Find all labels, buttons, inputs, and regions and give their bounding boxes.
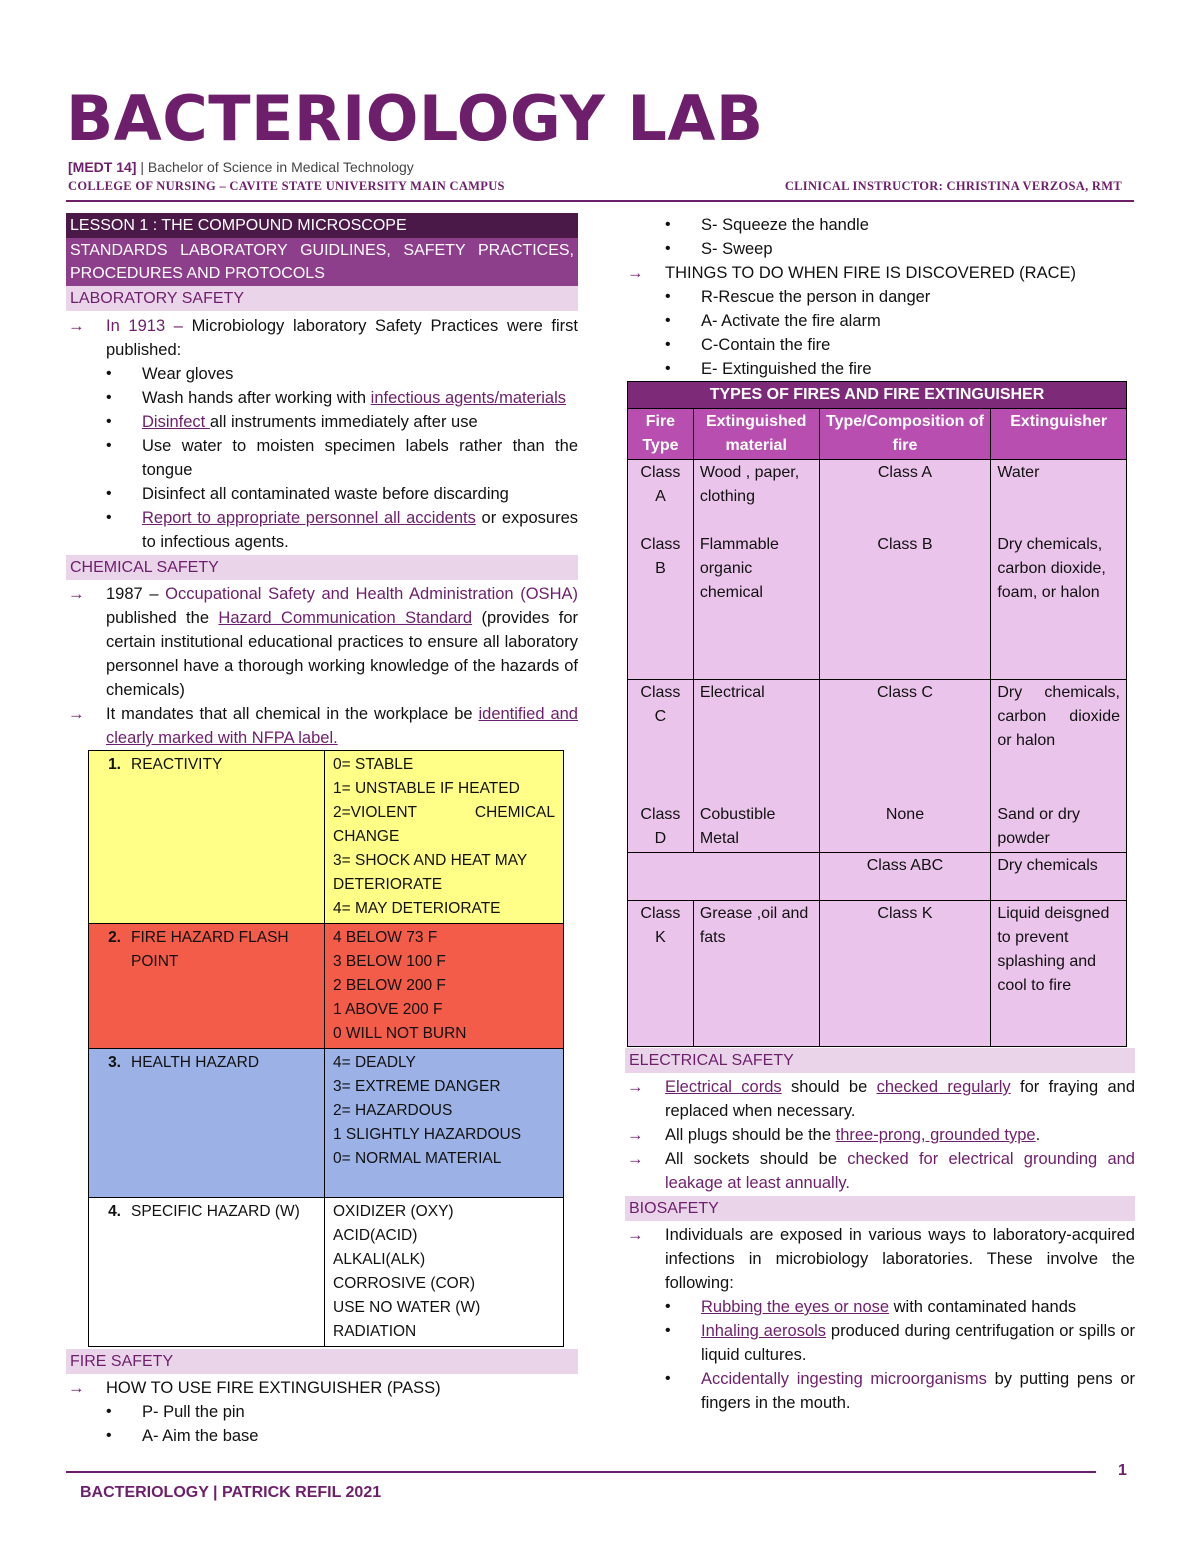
list-item [66,386,578,410]
list-item [625,333,1135,357]
item-text: produced during centrifugation or spills or liquid cultures. [701,1322,1136,1364]
class-a: Class A [640,464,681,505]
material-a: Wood , paper, clothing [699,464,800,505]
item-emphasis: Report to appropriate personnel all accidents [142,509,476,527]
material-k: Grease ,oil and fats [693,901,819,1047]
item-text: for fraying and replaced when necessary. [665,1078,1135,1120]
class-k: Class K [628,901,694,1047]
item-text: All plugs should be the [665,1126,836,1144]
fire-class-cell [628,680,694,853]
hazard-values-cell [325,751,564,924]
item-emphasis: Occupational Safety and Health Administration (OSHA) [165,585,578,603]
col-header: Extinguisher [991,409,1127,460]
health-hazard-row [89,1049,564,1198]
composition-c: Class C [876,684,933,701]
class-c: Class C [640,684,681,725]
composition-d: None [885,806,925,823]
hazard-value: 3 BELOW 100 F [333,953,446,970]
list-item [625,1319,1135,1367]
chemical-safety-heading: CHEMICAL SAFETY [66,555,578,580]
item-text: . [1035,1126,1041,1144]
item-emphasis: Electrical cords [665,1078,782,1096]
program-name: | Bachelor of Science in Medical Technology [140,159,414,175]
list-item [66,1424,578,1448]
hazard-value: 0 WILL NOT BURN [333,1025,467,1042]
hazard-label-cell [89,751,325,924]
document-title: BACTERIOLOGY LAB [66,82,764,155]
composition-abc: Class ABC [819,853,991,901]
item-text: by putting pens or fingers in the mouth. [701,1370,1135,1412]
item-text: S- Sweep [701,240,773,258]
item-emphasis: identified and clearly marked with NFPA label. [106,705,578,747]
right-column [625,213,1135,1415]
lab-safety-heading: LABORATORY SAFETY [66,286,578,311]
list-item [625,1295,1135,1319]
fire-safety-heading: FIRE SAFETY [66,1349,578,1374]
specific-hazard-row [89,1198,564,1347]
arrow-icon: → [627,1226,644,1244]
arrow-icon: → [627,264,644,282]
standards-heading: STANDARDS LABORATORY GUIDLINES, SAFETY PRACTICES, PROCEDURES AND PROTOCOLS [66,238,578,286]
arrow-icon: → [68,1379,85,1397]
item-text: All sockets should be [665,1150,848,1168]
list-item [66,362,578,386]
item-text: or exposures to infectious agents. [142,509,578,551]
hazard-value: 2= HAZARDOUS [333,1102,453,1119]
item-text: R-Rescue the person in danger [701,288,931,306]
footer-divider [66,1471,1096,1473]
material-c: Electrical [699,684,765,701]
hazard-label: SPECIFIC HAZARD (W) [131,1203,300,1220]
item-text: A- Aim the base [142,1427,259,1445]
left-column [66,213,578,1448]
item-text: Wear gloves [142,365,234,383]
item-text: Wash hands after working with [142,389,371,407]
list-item [625,357,1135,381]
item-text: should be [781,1078,877,1096]
hazard-value: 0= STABLE [333,756,414,773]
blank-cell [628,853,820,901]
extinguisher-c: Dry chemicals, carbon dioxide or halon [997,684,1120,749]
hazard-value: 1= UNSTABLE IF HEATED [333,780,520,797]
page-number: 1 [1118,1462,1127,1479]
reactivity-row [89,751,564,924]
item-text: Disinfect all contaminated waste before discarding [142,485,509,503]
spacer [333,1171,555,1195]
extinguisher-cell [991,460,1127,680]
hazard-values-cell [325,1049,564,1198]
list-item [625,309,1135,333]
biosafety-heading: BIOSAFETY [625,1196,1135,1221]
item-emphasis: Accidentally ingesting microorganisms [701,1370,987,1388]
hazard-label-cell [89,924,325,1049]
lab-safety-intro [66,314,578,362]
hazard-value: 4 BELOW 73 F [333,929,438,946]
hazard-number: 1. [108,756,121,773]
item-text: THINGS TO DO WHEN FIRE IS DISCOVERED (RACE) [665,264,1077,282]
composition-b: Class B [877,536,933,553]
list-item [625,213,1135,237]
biosafety-intro [625,1223,1135,1295]
item-emphasis: three-prong, grounded type [835,1126,1036,1144]
fire-hazard-row [89,924,564,1049]
chem-osha-item [66,582,578,702]
hazard-label: FIRE HAZARD FLASH POINT [131,929,289,970]
item-text: with contaminated hands [889,1298,1077,1316]
arrow-icon: → [68,705,85,723]
item-emphasis: infectious agents/materials [370,389,567,407]
arrow-icon: → [68,585,85,603]
list-item [66,1400,578,1424]
lesson-heading: LESSON 1 : THE COMPOUND MICROSCOPE [66,213,578,238]
arrow-icon: → [627,1078,644,1096]
hazard-value: CORROSIVE (COR) [333,1275,476,1292]
fire-class-cell [628,460,694,680]
hazard-values-cell [325,1198,564,1347]
hazard-label: HEALTH HAZARD [131,1054,260,1071]
hazard-value: 3= SHOCK AND HEAT MAY DETERIORATE [333,852,527,893]
item-emphasis: Disinfect [142,413,210,431]
list-item [66,482,578,506]
hazard-number: 3. [108,1054,121,1071]
col-header: Fire Type [628,409,694,460]
item-text: (provides for certain institutional educational practices to ensure all laboratory personnel have a thorough working knowledge of the hazards of chemicals) [106,609,578,699]
item-text: published the [106,609,219,627]
hazard-values-cell [325,924,564,1049]
hazard-label-cell [89,1198,325,1347]
material-cell [693,680,819,853]
class-d: Class D [640,806,681,847]
hazard-value: 2 BELOW 200 F [333,977,446,994]
col-header: Type/Composition of fire [819,409,991,460]
hazard-value: 2=VIOLENT CHEMICAL CHANGE [333,804,555,845]
hazard-value: 4= MAY DETERIORATE [333,900,501,917]
item-text: C-Contain the fire [701,336,831,354]
electrical-item [625,1123,1135,1147]
item-text: HOW TO USE FIRE EXTINGUISHER (PASS) [106,1379,441,1397]
item-text: E- Extinguished the fire [701,360,872,378]
extinguisher-abc: Dry chemicals [991,853,1127,901]
list-item [625,1367,1135,1415]
college-name: COLLEGE OF NURSING – CAVITE STATE UNIVERSITY MAIN CAMPUS [68,179,505,193]
course-code: [MEDT 14] [68,159,137,175]
item-text: A- Activate the fire alarm [701,312,881,330]
extinguisher-k: Liquid deisgned to prevent splashing and cool to fire [991,901,1127,1047]
item-emphasis: Rubbing the eyes or nose [701,1298,890,1316]
list-item [625,237,1135,261]
hazard-value: OXIDIZER (OXY) [333,1203,454,1220]
chem-mandate-item [66,702,578,750]
item-text: Use water to moisten specimen labels rather than the tongue [142,437,578,479]
list-item [66,434,578,482]
hazard-label: REACTIVITY [131,756,223,773]
hazard-value: 1 ABOVE 200 F [333,1001,443,1018]
item-text: Individuals are exposed in various ways to laboratory-acquired infections in microbiology laboratories. These involve the following: [665,1226,1135,1292]
race-title [625,261,1135,285]
fire-types-table [627,381,1127,1047]
list-item [625,285,1135,309]
arrow-icon: → [627,1150,644,1168]
hazard-value: 4= DEADLY [333,1054,416,1071]
composition-cell [819,460,991,680]
extinguisher-a: Water [997,464,1040,481]
lab-intro-text: Microbiology laboratory Safety Practices were first published: [106,317,578,359]
course-subtitle [68,159,414,175]
arrow-icon: → [627,1126,644,1144]
hazard-label-cell [89,1049,325,1198]
hazard-value: 1 SLIGHTLY HAZARDOUS [333,1126,522,1143]
col-header: Extinguished material [693,409,819,460]
hazard-value: 3= EXTREME DANGER [333,1078,501,1095]
composition-a: Class A [877,464,933,481]
year-1913: In 1913 – [106,317,192,335]
electrical-safety-heading: ELECTRICAL SAFETY [625,1048,1135,1073]
extinguisher-d: Sand or dry powder [997,806,1081,847]
footer-text: BACTERIOLOGY | PATRICK REFIL 2021 [80,1484,382,1501]
item-emphasis: Hazard Communication Standard [218,609,473,627]
hazard-number: 4. [108,1203,121,1220]
hazard-value: RADIATION [333,1323,417,1340]
hazard-value: ACID(ACID) [333,1227,418,1244]
item-emphasis: checked for electrical grounding and leakage at least annually. [665,1150,1135,1192]
list-item [66,410,578,434]
composition-cell [819,680,991,853]
composition-k: Class K [819,901,991,1047]
item-text: 1987 – [106,585,166,603]
material-d: Cobustible Metal [699,806,776,847]
pass-title [66,1376,578,1400]
electrical-item [625,1075,1135,1123]
hazard-value: ALKALI(ALK) [333,1251,426,1268]
clinical-instructor: CLINICAL INSTRUCTOR: CHRISTINA VERZOSA, RMT [784,179,1122,193]
hazard-value: 0= NORMAL MATERIAL [333,1150,502,1167]
hazard-number: 2. [108,929,121,946]
item-text: P- Pull the pin [142,1403,245,1421]
extinguisher-cell [991,680,1127,853]
fire-table-title: TYPES OF FIRES AND FIRE EXTINGUISHER [628,382,1127,409]
item-text: all instruments immediately after use [209,413,478,431]
item-text: It mandates that all chemical in the workplace be [106,705,479,723]
item-emphasis: Inhaling aerosols [701,1322,827,1340]
arrow-icon: → [68,317,85,335]
material-b: Flammable organic chemical [699,536,779,601]
item-emphasis: checked regularly [876,1078,1011,1096]
class-b: Class B [640,536,681,577]
extinguisher-b: Dry chemicals, carbon dioxide, foam, or halon [997,536,1106,601]
material-cell [693,460,819,680]
hazard-value: USE NO WATER (W) [333,1299,481,1316]
item-text: S- Squeeze the handle [701,216,869,234]
list-item [66,506,578,554]
nfpa-table [88,750,564,1347]
electrical-item [625,1147,1135,1195]
header-divider [66,200,1134,202]
